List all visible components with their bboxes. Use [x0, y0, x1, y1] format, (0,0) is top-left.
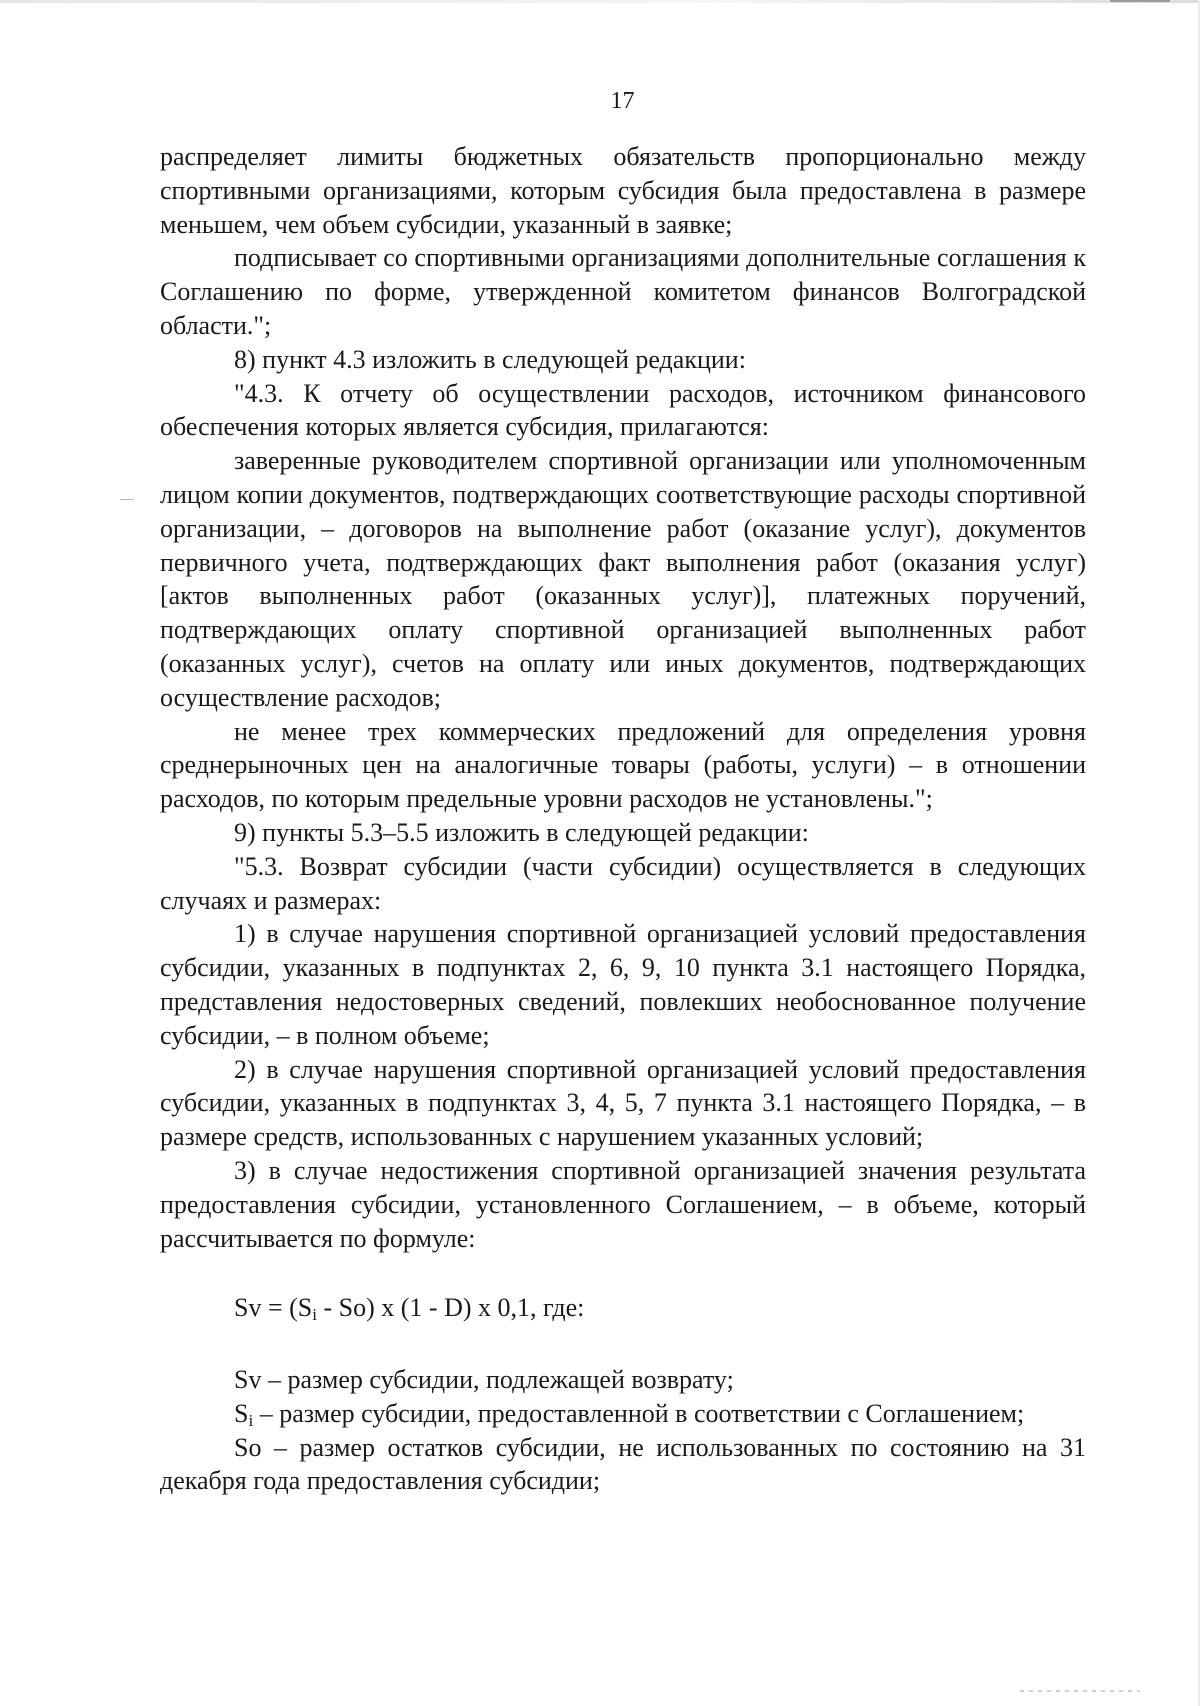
scan-mark	[1110, 0, 1170, 2]
paragraph-clause-5-3: "5.3. Возврат субсидии (части субсидии) осуществляется в следующих случаях и размерах:	[160, 851, 1086, 915]
margin-mark	[120, 499, 134, 500]
paragraph-item-8: 8) пункт 4.3 изложить в следующей редакции:	[234, 344, 746, 374]
definition-si-text: – размер субсидии, предоставленной в соответствии с Соглашением;	[253, 1398, 1025, 1428]
formula-part-1: Sv = (S	[234, 1293, 313, 1323]
document-body	[160, 140, 1086, 1498]
formula-subscript: i	[312, 1305, 317, 1325]
scan-edge-top	[0, 0, 1200, 3]
paragraph-limits: распределяет лимиты бюджетных обязательств пропорционально между спортивными организациями, которым субсидия была предоставлена в размере меньшем, чем объем субсидии, указанный в заявке;	[160, 142, 1086, 239]
formula	[160, 1291, 1086, 1325]
paragraph-case-3: 3) в случае недостижения спортивной организацией значения результата предоставления субсидии, установленного Соглашением, – в объеме, который рассчитывается по формуле:	[160, 1155, 1086, 1253]
paragraph-certified-copies: заверенные руководителем спортивной организации или уполномоченным лицом копии документов, подтверждающих соответствующие расходы спортивной организации, – договоров на выполнение работ (оказание услуг), документов первичного учета, подтверждающих факт выполнения работ (оказания услуг) [актов выполненных работ (оказанных услуг)], платежных поручений, подтверждающих оплату спортивной организацией выполненных работ (оказанных услуг), счетов на оплату или иных документов, подтверждающих осуществление расходов;	[160, 446, 1086, 712]
definition-si	[160, 1397, 1086, 1431]
definition-si-subscript: i	[248, 1410, 254, 1430]
scan-footer-mark	[1020, 1690, 1140, 1692]
formula-part-2: - So) x (1 - D) x 0,1, где:	[316, 1293, 585, 1323]
page-number: 17	[610, 88, 635, 114]
paragraph-item-9: 9) пункты 5.3–5.5 изложить в следующей редакции:	[234, 817, 809, 847]
paragraph-sign-agreements: подписывает со спортивными организациями дополнительные соглашения к Соглашению по форме, утвержденной комитетом финансов Волгоградской области.";	[160, 243, 1086, 340]
paragraph-commercial-offers: не менее трех коммерческих предложений для определения уровня среднерыночных цен на аналогичные товары (работы, услуги) – в отношении расходов, по которым предельные уровни расходов не установлены.";	[160, 716, 1086, 814]
paragraph-case-2: 2) в случае нарушения спортивной организацией условий предоставления субсидии, указанных в подпунктах 3, 4, 5, 7 пункта 3.1 настоящего Порядка, – в размере средств, использованных с нарушением указанных условий;	[160, 1054, 1086, 1152]
definition-so: So – размер остатков субсидии, не использованных по состоянию на 31 декабря года предоставления субсидии;	[160, 1432, 1086, 1496]
definition-si-symbol: S	[234, 1398, 249, 1428]
paragraph-clause-4-3: "4.3. К отчету об осуществлении расходов, источником финансового обеспечения которых является субсидия, прилагаются:	[160, 378, 1086, 442]
definition-sv: Sv – размер субсидии, подлежащей возврату;	[234, 1365, 734, 1395]
paragraph-case-1: 1) в случае нарушения спортивной организацией условий предоставления субсидии, указанных в подпунктах 2, 6, 9, 10 пункта 3.1 настоящего Порядка, представления недостоверных сведений, повлекших необоснованное получение субсидии, – в полном объеме;	[160, 919, 1086, 1050]
